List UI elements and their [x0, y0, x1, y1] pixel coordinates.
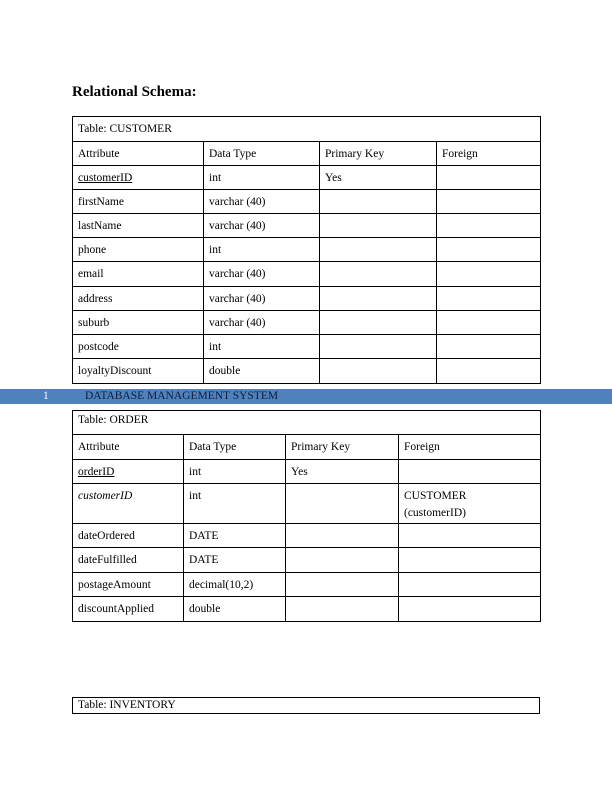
table-row [73, 166, 541, 190]
table-row [73, 573, 541, 597]
column-header: Primary Key [320, 142, 437, 166]
primary-key-cell [286, 548, 399, 573]
data-type-cell: DATE [184, 524, 286, 548]
table-title-row [73, 698, 540, 714]
column-header: Attribute [73, 142, 204, 166]
data-type-cell: varchar (40) [204, 214, 320, 238]
primary-key-cell [286, 597, 399, 622]
foreign-key-cell [399, 460, 541, 484]
foreign-key-cell: CUSTOMER (customerID) [399, 484, 541, 524]
table-row [73, 597, 541, 622]
table-title-row [73, 411, 541, 435]
table-row [73, 335, 541, 359]
foreign-key-attribute: customerID [78, 490, 133, 502]
primary-key-cell: Yes [286, 460, 399, 484]
attribute-cell: loyaltyDiscount [73, 359, 204, 384]
primary-key-attribute: customerID [78, 172, 133, 184]
attribute-cell: email [73, 262, 204, 287]
table-row [73, 311, 541, 335]
primary-key-cell [320, 262, 437, 287]
page-number: 1 [43, 390, 49, 402]
primary-key-cell [320, 311, 437, 335]
foreign-key-cell [437, 166, 541, 190]
table-row [73, 287, 541, 311]
data-type-cell: int [204, 238, 320, 262]
data-type-cell: DATE [184, 548, 286, 573]
attribute-cell: discountApplied [73, 597, 184, 622]
primary-key-cell [320, 190, 437, 214]
primary-key-attribute: orderID [78, 466, 115, 478]
primary-key-cell [320, 287, 437, 311]
inventory-table [72, 697, 540, 714]
primary-key-cell [320, 359, 437, 384]
table-row [73, 238, 541, 262]
data-type-cell: int [184, 484, 286, 524]
data-type-cell: double [184, 597, 286, 622]
column-header: Primary Key [286, 435, 399, 460]
foreign-key-cell [437, 311, 541, 335]
table-row [73, 484, 541, 524]
foreign-key-cell [437, 214, 541, 238]
table-row [73, 262, 541, 287]
attribute-cell [73, 484, 184, 524]
attribute-cell: firstName [73, 190, 204, 214]
table-title: Table: CUSTOMER [73, 117, 541, 142]
attribute-cell: phone [73, 238, 204, 262]
foreign-key-cell [399, 573, 541, 597]
data-type-cell: varchar (40) [204, 190, 320, 214]
foreign-key-cell [399, 548, 541, 573]
table-row [73, 548, 541, 573]
foreign-key-cell [437, 359, 541, 384]
table-row [73, 190, 541, 214]
data-type-cell: varchar (40) [204, 311, 320, 335]
primary-key-cell [320, 238, 437, 262]
table-row [73, 359, 541, 384]
table-row [73, 460, 541, 484]
data-type-cell: int [184, 460, 286, 484]
table-title: Table: INVENTORY [73, 698, 540, 714]
attribute-cell: lastName [73, 214, 204, 238]
data-type-cell: double [204, 359, 320, 384]
table-header-row [73, 142, 541, 166]
table-header-row [73, 435, 541, 460]
data-type-cell: int [204, 166, 320, 190]
table-row [73, 524, 541, 548]
attribute-cell [73, 166, 204, 190]
attribute-cell [73, 460, 184, 484]
table-title: Table: ORDER [73, 411, 541, 435]
column-header: Foreign [437, 142, 541, 166]
page-title: Relational Schema: [72, 84, 197, 100]
primary-key-cell [320, 214, 437, 238]
foreign-key-cell [437, 238, 541, 262]
primary-key-cell [286, 573, 399, 597]
data-type-cell: varchar (40) [204, 287, 320, 311]
attribute-cell: address [73, 287, 204, 311]
column-header: Data Type [204, 142, 320, 166]
data-type-cell: int [204, 335, 320, 359]
foreign-key-cell [399, 597, 541, 622]
data-type-cell: varchar (40) [204, 262, 320, 287]
column-header: Data Type [184, 435, 286, 460]
table-row [73, 214, 541, 238]
document-title: DATABASE MANAGEMENT SYSTEM [85, 390, 279, 402]
table-title-row [73, 117, 541, 142]
primary-key-cell: Yes [320, 166, 437, 190]
foreign-key-cell [437, 335, 541, 359]
primary-key-cell [320, 335, 437, 359]
primary-key-cell [286, 484, 399, 524]
customer-table [72, 116, 541, 384]
attribute-cell: dateOrdered [73, 524, 184, 548]
attribute-cell: dateFulfilled [73, 548, 184, 573]
foreign-key-cell [399, 524, 541, 548]
attribute-cell: suburb [73, 311, 204, 335]
column-header: Foreign [399, 435, 541, 460]
page-footer-banner [0, 389, 612, 404]
order-table [72, 410, 541, 622]
attribute-cell: postcode [73, 335, 204, 359]
foreign-key-cell [437, 287, 541, 311]
data-type-cell: decimal(10,2) [184, 573, 286, 597]
foreign-key-cell [437, 262, 541, 287]
column-header: Attribute [73, 435, 184, 460]
foreign-key-cell [437, 190, 541, 214]
attribute-cell: postageAmount [73, 573, 184, 597]
primary-key-cell [286, 524, 399, 548]
